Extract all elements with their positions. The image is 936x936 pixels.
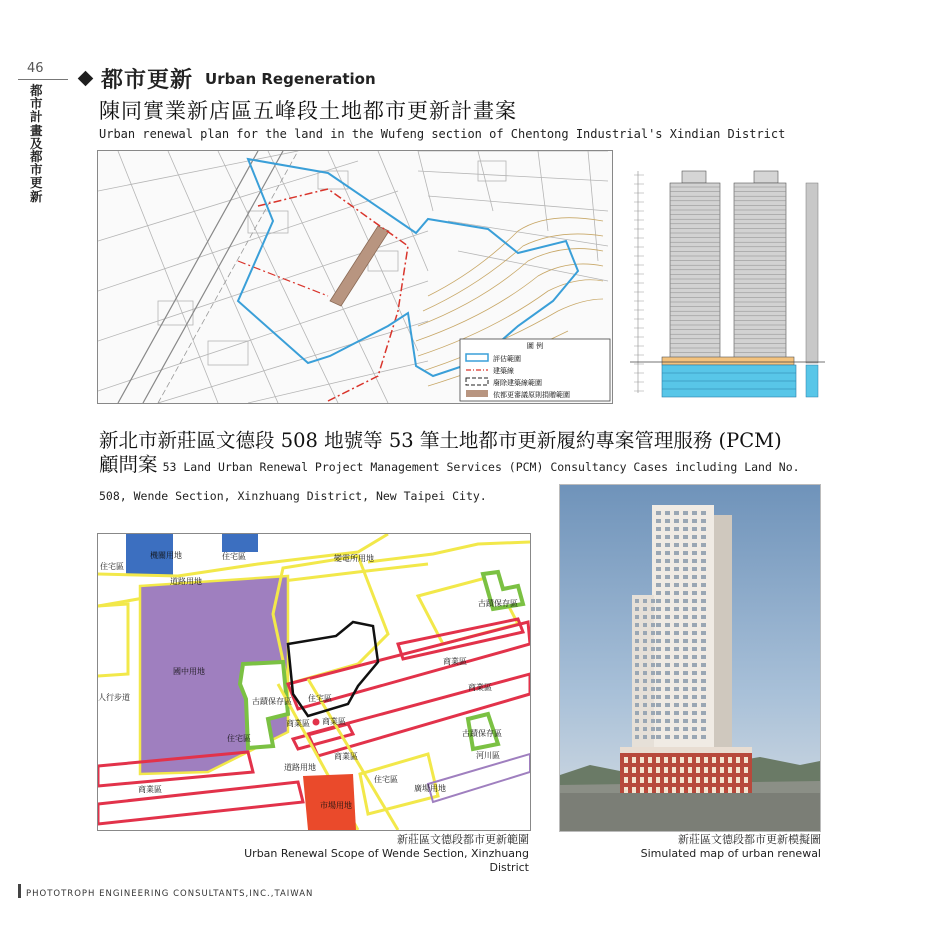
map-label: 商業區: [334, 752, 358, 761]
map-label: 變電所用地: [334, 554, 374, 563]
section-title-en: Urban Regeneration: [205, 69, 376, 88]
map-label: 道路用地: [170, 577, 202, 586]
legend-box: [460, 339, 610, 401]
map-caption-en: Urban Renewal Scope of Wende Section, Xinzhuang District: [244, 847, 529, 874]
tower-rendering: [559, 484, 821, 832]
map-label: 古蹟保存區: [462, 729, 502, 738]
map-label: 商業區: [286, 719, 310, 728]
map-label: 古蹟保存區: [478, 599, 518, 608]
map-caption: [229, 833, 529, 875]
map-label: 住宅區: [227, 734, 251, 743]
legend-header: 圖 例: [526, 342, 544, 350]
section-heading: [80, 63, 376, 94]
map-label: 商業區: [322, 717, 346, 726]
page-number: 46: [27, 61, 44, 76]
map-label: 住宅區: [374, 775, 398, 784]
map-label: 古蹟保存區: [252, 697, 292, 706]
project2-title-zh-line2: 顧問案: [99, 453, 158, 476]
map-label: 住宅區: [100, 562, 124, 571]
map-label: 河川區: [476, 751, 500, 760]
render-caption: [559, 833, 821, 861]
map-label: 廣場用地: [414, 784, 446, 793]
footer-company: PHOTOTROPH ENGINEERING CONSULTANTS,INC.,TAIWAN: [26, 889, 314, 899]
building-elevation-drawing: [630, 157, 825, 401]
map-label: 商業區: [468, 683, 492, 692]
project1-title-zh: 陳同實業新店區五峰段土地都市更新計畫案: [99, 99, 517, 123]
map-label: 商業區: [138, 785, 162, 794]
render-caption-zh: 新莊區文德段都市更新模擬圖: [678, 833, 821, 846]
map-label: 道路用地: [284, 763, 316, 772]
diamond-bullet-icon: [78, 71, 94, 87]
map-label: 住宅區: [308, 694, 332, 703]
map-caption-zh: 新莊區文德段都市更新範圍: [397, 833, 529, 846]
legend-item: 廢除建築線範圍: [493, 379, 542, 387]
footer-rule: [18, 884, 21, 898]
legend-item: 評估範圍: [493, 355, 521, 363]
legend-item: 建築線: [493, 367, 514, 375]
map-label: 市場用地: [320, 801, 352, 810]
map-label: 商業區: [443, 657, 467, 666]
render-caption-en: Simulated map of urban renewal: [640, 847, 821, 860]
zoning-map: [97, 533, 531, 831]
chapter-side-title: 都市計畫及都市更新: [30, 83, 43, 204]
project2-title-en: 53 Land Urban Renewal Project Management Services (PCM) Consultancy Cases including Land No. 508, Wende Section, Xinzhuang District, New Taipei City.: [99, 460, 800, 503]
cadastral-site-plan: [97, 150, 613, 404]
map-label: 國中用地: [173, 667, 205, 676]
project1-title-en: Urban renewal plan for the land in the Wufeng section of Chentong Industrial's Xindian District: [99, 127, 786, 141]
map-label: 人行步道: [98, 693, 130, 702]
map-label: 機關用地: [150, 551, 182, 560]
section-title-zh: 都市更新: [101, 68, 194, 93]
legend-item: 依都更審議原則捐贈範圍: [493, 391, 570, 399]
project2-title-zh-line1: 新北市新莊區文德段 508 地號等 53 筆土地都市更新履約專案管理服務 (PCM): [99, 429, 782, 452]
map-label: 住宅區: [222, 552, 246, 561]
margin-rule: [18, 79, 68, 80]
